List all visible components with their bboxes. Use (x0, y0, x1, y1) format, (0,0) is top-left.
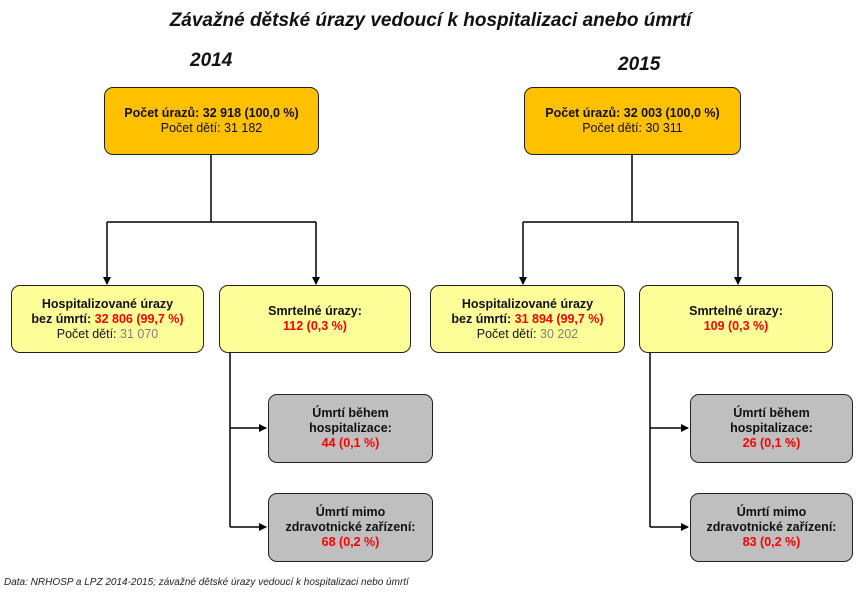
root-2014-injuries: Počet úrazů: 32 918 (100,0 %) (124, 106, 299, 120)
during-2015-line2: hospitalizace: (730, 421, 813, 435)
during-2015-line1: Úmrtí během (733, 406, 810, 420)
hosp-2015-children-label: Počet dětí: (476, 326, 540, 341)
outside-2014-value: 68 (0,2 %) (321, 535, 380, 549)
death-box-2014 (219, 285, 411, 353)
outside-2014-line2: zdravotnické zařízení: (285, 520, 416, 534)
during-2015-value: 26 (0,1 %) (742, 436, 801, 450)
during-2014-line1: Úmrtí během (312, 406, 389, 420)
during-2014-value: 44 (0,1 %) (321, 436, 380, 450)
root-2014-children: Počet dětí: 31 182 (160, 121, 263, 135)
root-box-2014 (104, 87, 319, 155)
outside-box-2015 (690, 493, 853, 562)
root-2015-children: Počet dětí: 30 311 (582, 121, 683, 135)
hosp-box-2015 (430, 285, 625, 353)
hosp-2014-prefix: bez úmrtí: (31, 311, 95, 326)
outside-2015-line1: Úmrtí mimo (736, 505, 807, 519)
year-label-2014: 2014 (190, 50, 233, 71)
hosp-2015-prefix: bez úmrtí: (451, 311, 515, 326)
death-2015-label: Smrtelné úrazy: (689, 304, 783, 318)
during-2014-line2: hospitalizace: (309, 421, 392, 435)
death-box-2015 (639, 285, 833, 353)
hosp-box-2014 (11, 285, 204, 353)
hosp-2015-children-value: 30 202 (540, 326, 579, 341)
hosp-2015-title: Hospitalizované úrazy (461, 296, 594, 311)
hosp-2014-value: 32 806 (99,7 %) (94, 311, 184, 326)
root-box-2015 (524, 87, 741, 155)
diagram-title: Závažné dětské úrazy vedoucí k hospitalizaci anebo úmrtí (169, 10, 692, 31)
during-box-2015 (690, 394, 853, 463)
outside-box-2014 (268, 493, 433, 562)
data-source-footnote: Data: NRHOSP a LPZ 2014-2015; závažné dětské úrazy vedoucí k hospitalizaci nebo úmrtí (4, 577, 409, 588)
during-box-2014 (268, 394, 433, 463)
outside-2014-line1: Úmrtí mimo (315, 505, 386, 519)
death-2014-label: Smrtelné úrazy: (268, 304, 362, 318)
death-2015-value: 109 (0,3 %) (703, 319, 769, 333)
outside-2015-value: 83 (0,2 %) (742, 535, 801, 549)
outside-2015-line2: zdravotnické zařízení: (706, 520, 837, 534)
hosp-2014-title: Hospitalizované úrazy (41, 296, 174, 311)
hosp-2015-value: 31 894 (99,7 %) (514, 311, 604, 326)
root-2015-injuries: Počet úrazů: 32 003 (100,0 %) (545, 106, 720, 120)
year-label-2015: 2015 (618, 54, 661, 75)
hosp-2014-children-label: Počet dětí: (56, 326, 120, 341)
death-2014-value: 112 (0,3 %) (283, 319, 347, 333)
hosp-2014-children-value: 31 070 (120, 326, 159, 341)
